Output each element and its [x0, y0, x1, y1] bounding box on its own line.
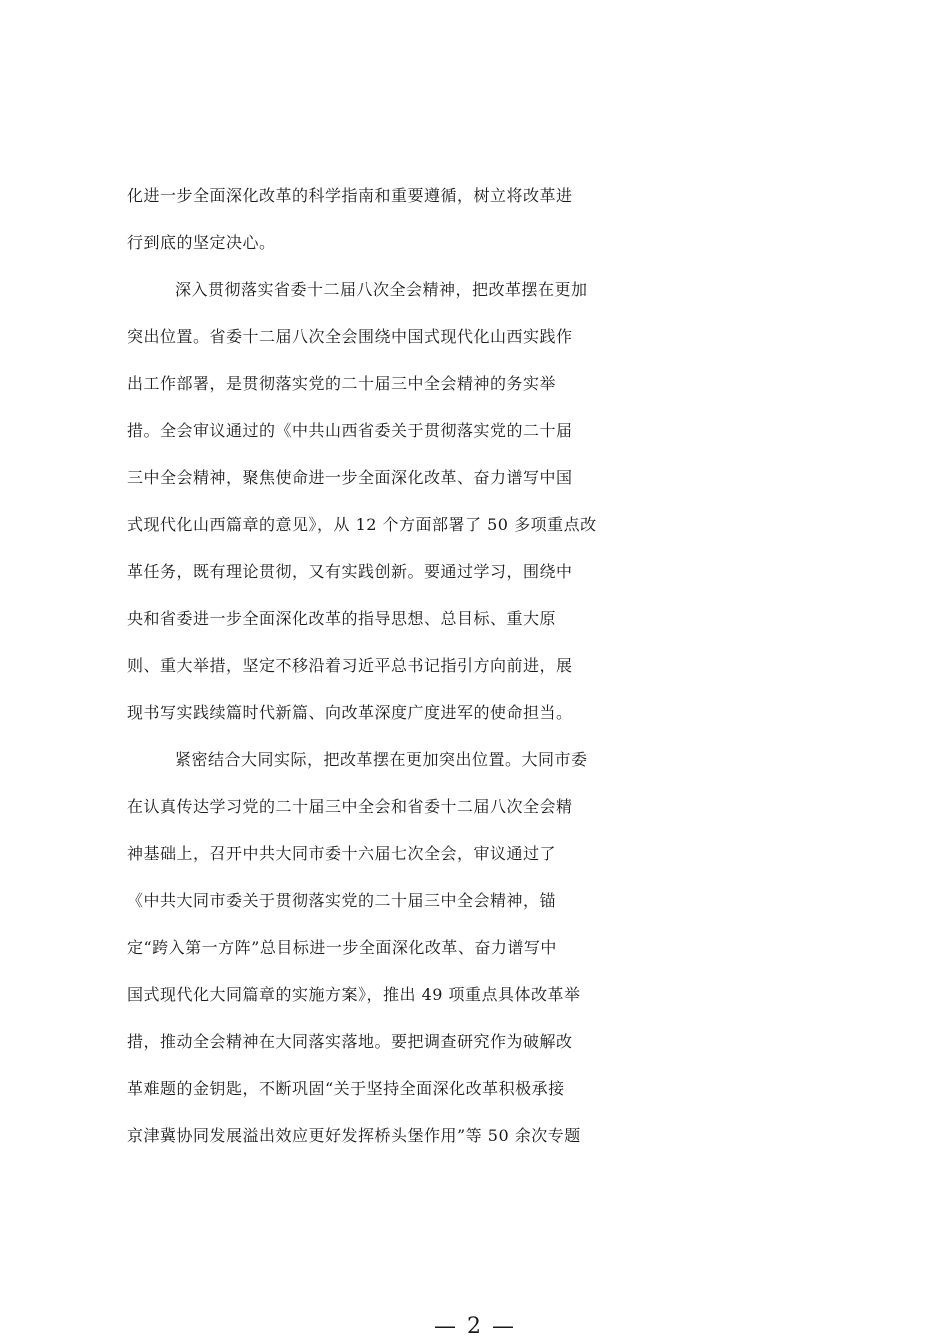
paragraph-2-line-5: 三中全会精神，聚焦使命进一步全面深化改革、奋力谱写中国: [127, 468, 573, 487]
text-line-1: 化进一步全面深化改革的科学指南和重要遵循，树立将改革进: [127, 186, 573, 205]
paragraph-3-line-6: 国式现代化大同篇章的实施方案》，推出 49 项重点具体改革举: [127, 985, 581, 1004]
paragraph-3-line-8: 革难题的金钥匙，不断巩固“关于坚持全面深化改革积极承接: [127, 1079, 565, 1098]
paragraph-2-line-9: 则、重大举措，坚定不移沿着习近平总书记指引方向前进，展: [127, 656, 573, 675]
paragraph-3-line-5: 定“跨入第一方阵”总目标进一步全面深化改革、奋力谱写中: [127, 938, 557, 957]
page-number: — 2 —: [434, 1314, 516, 1339]
paragraph-2-line-2: 突出位置。省委十二届八次全会围绕中国式现代化山西实践作: [127, 327, 573, 346]
paragraph-3-line-3: 神基础上，召开中共大同市委十六届七次全会，审议通过了: [127, 844, 557, 863]
paragraph-2-line-4: 措。全会审议通过的《中共山西省委关于贯彻落实党的二十届: [127, 421, 573, 440]
paragraph-2-line-7: 革任务，既有理论贯彻，又有实践创新。要通过学习，围绕中: [127, 562, 573, 581]
paragraph-3-line-7: 措，推动全会精神在大同落实落地。要把调查研究作为破解改: [127, 1032, 573, 1051]
text-line-2: 行到底的坚定决心。: [127, 233, 276, 252]
paragraph-2-line-10: 现书写实践续篇时代新篇、向改革深度广度进军的使命担当。: [127, 703, 573, 722]
paragraph-2-line-6: 式现代化山西篇章的意见》，从 12 个方面部署了 50 多项重点改: [127, 515, 597, 534]
paragraph-3-line-2: 在认真传达学习党的二十届三中全会和省委十二届八次全会精: [127, 797, 573, 816]
paragraph-2-line-3: 出工作部署，是贯彻落实党的二十届三中全会精神的务实举: [127, 374, 557, 393]
paragraph-3-line-4: 《中共大同市委关于贯彻落实党的二十届三中全会精神，锚: [127, 891, 557, 910]
paragraph-3-line-9: 京津冀协同发展溢出效应更好发挥桥头堡作用”等 50 余次专题: [127, 1126, 581, 1145]
paragraph-2-line-8: 央和省委进一步全面深化改革的指导思想、总目标、重大原: [127, 609, 557, 628]
paragraph-2-line-1: 深入贯彻落实省委十二届八次全会精神，把改革摆在更加: [175, 280, 588, 299]
paragraph-3-line-1: 紧密结合大同实际，把改革摆在更加突出位置。大同市委: [175, 750, 588, 769]
